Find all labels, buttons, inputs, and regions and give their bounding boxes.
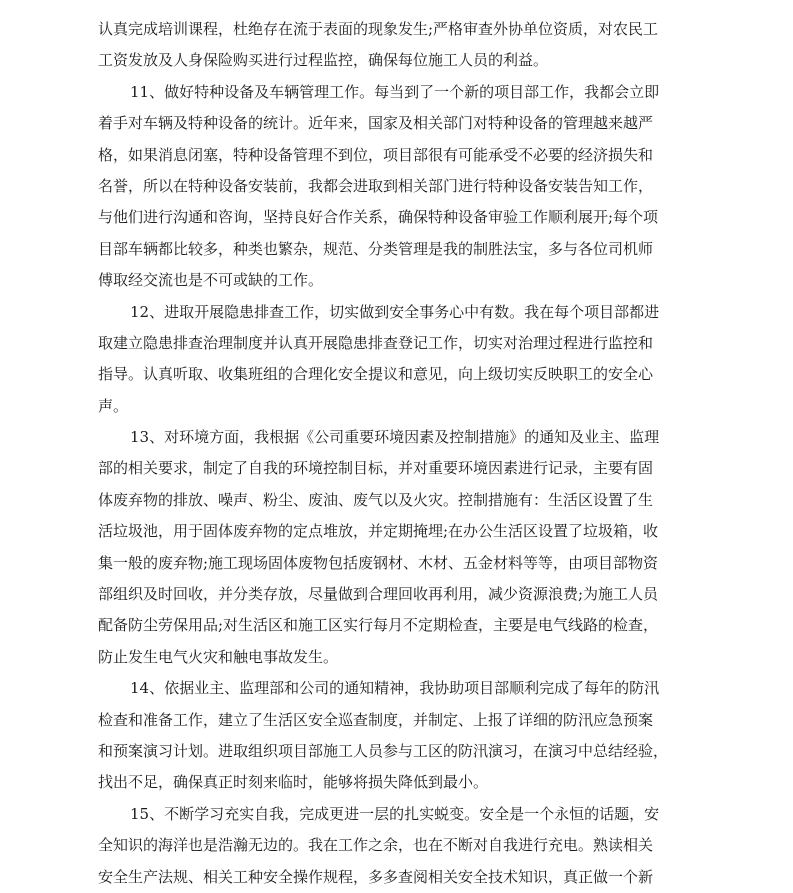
text-line: 格，如果消息闭塞，特种设备管理不到位，项目部很有可能承受不必要的经济损失和 — [98, 145, 654, 164]
text-line: 傅取经交流也是不可或缺的工作。 — [98, 271, 324, 290]
text-line: 防止发生电气火灾和触电事故发生。 — [98, 647, 339, 666]
text-line: 认真完成培训课程，杜绝存在流于表面的现象发生;严格审查外协单位资质，对农民工 — [98, 20, 659, 38]
paragraph-item-11 — [98, 77, 718, 297]
text-line: 部组织及时回收，并分类存放，尽量做到合理回收再利用，减少资源浪费;为施工人员 — [98, 585, 659, 604]
text-line: 找出不足，确保真正时刻来临时，能够将损失降低到最小。 — [98, 773, 489, 792]
text-line: 13、对环境方面，我根据《公司重要环境因素及控制措施》的通知及业主、监理 — [130, 428, 660, 447]
text-line: 检查和准备工作，建立了生活区安全巡查制度，并制定、上报了详细的防汛应急预案 — [98, 710, 654, 729]
paragraph-item-14 — [98, 673, 718, 799]
text-line: 配备防尘劳保用品;对生活区和施工区实行每月不定期检查，主要是电气线路的检查， — [98, 616, 659, 635]
text-line: 12、进取开展隐患排查工作，切实做到安全事务心中有数。我在每个项目部都进 — [130, 302, 660, 321]
text-line: 14、依据业主、监理部和公司的通知精神，我协助项目部顺利完成了每年的防汛 — [130, 679, 660, 698]
text-line: 声。 — [98, 396, 129, 415]
paragraph — [98, 14, 718, 77]
text-line: 15、不断学习充实自我，完成更进一层的扎实蜕变。安全是一个永恒的话题，安 — [130, 804, 660, 823]
text-line: 全知识的海洋也是浩瀚无边的。我在工作之余，也在不断对自我进行充电。熟读相关 — [98, 836, 654, 855]
text-line: 活垃圾池，用于固体废弃物的定点堆放，并定期掩埋;在办公生活区设置了垃圾箱，收 — [98, 522, 659, 541]
paragraph-item-13 — [98, 422, 718, 673]
text-line: 目部车辆都比较多，种类也繁杂，规范、分类管理是我的制胜法宝，多与各位司机师 — [98, 239, 654, 258]
text-line: 取建立隐患排查治理制度并认真开展隐患排查登记工作，切实对治理过程进行监控和 — [98, 333, 654, 352]
text-line: 11、做好特种设备及车辆管理工作。每当到了一个新的项目部工作，我都会立即 — [130, 82, 660, 101]
text-line: 名誉，所以在特种设备安装前，我都会进取到相关部门进行特种设备安装告知工作， — [98, 176, 654, 195]
text-line: 安全生产法规、相关工种安全操作规程，多多查阅相关安全技术知识，真正做一个新 — [98, 867, 654, 886]
text-line: 指导。认真听取、收集班组的合理化安全提议和意见，向上级切实反映职工的安全心 — [98, 365, 654, 384]
text-line: 体废弃物的排放、噪声、粉尘、废油、废气以及火灾。控制措施有：生活区设置了生 — [98, 490, 654, 509]
text-line: 和预案演习计划。进取组织项目部施工人员参与工区的防汛演习，在演习中总结经验， — [98, 741, 669, 760]
document-page — [98, 14, 718, 893]
text-line: 与他们进行沟通和咨询，坚持良好合作关系，确保特种设备审验工作顺利展开;每个项 — [98, 208, 659, 227]
paragraph-item-12 — [98, 297, 718, 423]
text-line: 着手对车辆及特种设备的统计。近年来，国家及相关部门对特种设备的管理越来越严 — [98, 114, 654, 133]
paragraph-item-15 — [98, 799, 718, 893]
text-line: 部的相关要求，制定了自我的环境控制目标，并对重要环境因素进行记录，主要有固 — [98, 459, 654, 478]
text-line: 集一般的废弃物;施工现场固体废物包括废钢材、木材、五金材料等等，由项目部物资 — [98, 553, 659, 572]
text-line: 工资发放及人身保险购买进行过程监控，确保每位施工人员的利益。 — [98, 51, 549, 70]
